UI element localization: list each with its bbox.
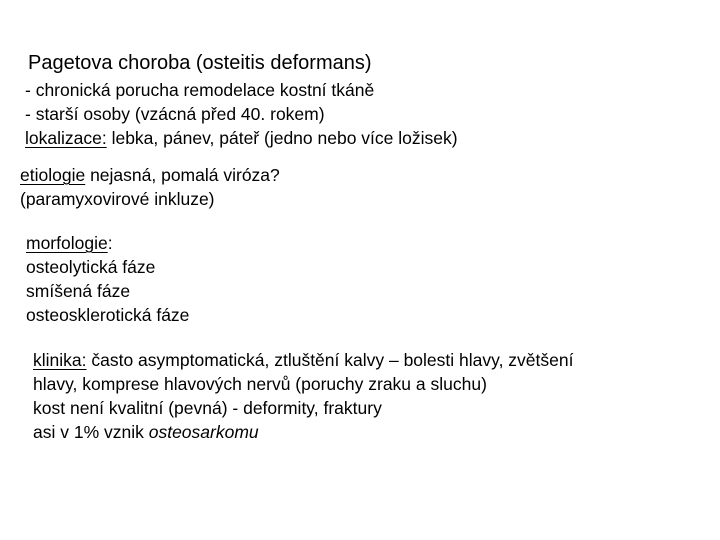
morfologie-item-mixed: smíšená fáze [26, 281, 131, 301]
intro-line-chronic: - chronická porucha remodelace kostní tkáně [25, 80, 375, 100]
lokalizace-text: lebka, pánev, páteř (jedno nebo více ložisek) [106, 128, 458, 148]
slide-title: Pagetova choroba (osteitis deformans) [28, 52, 372, 74]
etiologie-line2: (paramyxovirové inkluze) [20, 189, 215, 209]
morfologie-label: morfologie [26, 233, 108, 253]
klinika-line2: hlavy, komprese hlavových nervů (poruchy zraku a sluchu) [33, 374, 487, 394]
klinika-label: klinika: [33, 350, 87, 370]
morfologie-item-osteosclerotic: osteosklerotická fáze [26, 305, 190, 325]
intro-block [25, 78, 458, 150]
klinika-text: často asymptomatická, ztluštění kalvy – bolesti hlavy, zvětšení [86, 350, 574, 370]
etiologie-block [20, 163, 280, 211]
klinika-line1 [33, 348, 573, 372]
klinika-line3: kost není kvalitní (pevná) - deformity, fraktury [33, 398, 382, 418]
lokalizace-label: lokalizace: [25, 128, 107, 148]
intro-line-age: - starší osoby (vzácná před 40. rokem) [25, 104, 325, 124]
etiologie-text: nejasná, pomalá viróza? [85, 165, 280, 185]
morfologie-colon: : [107, 233, 113, 253]
etiologie-label: etiologie [20, 165, 86, 185]
intro-line-lokalizace [25, 126, 458, 150]
klinika-line4 [33, 420, 573, 444]
klinika-block [33, 348, 573, 444]
osteosarkom-text: osteosarkomu [148, 422, 259, 442]
etiologie-line [20, 163, 280, 187]
morfologie-heading [26, 231, 189, 255]
morfologie-block [26, 231, 189, 327]
morfologie-item-osteolytic: osteolytická fáze [26, 257, 156, 277]
klinika-line4-prefix: asi v 1% vznik [33, 422, 149, 442]
